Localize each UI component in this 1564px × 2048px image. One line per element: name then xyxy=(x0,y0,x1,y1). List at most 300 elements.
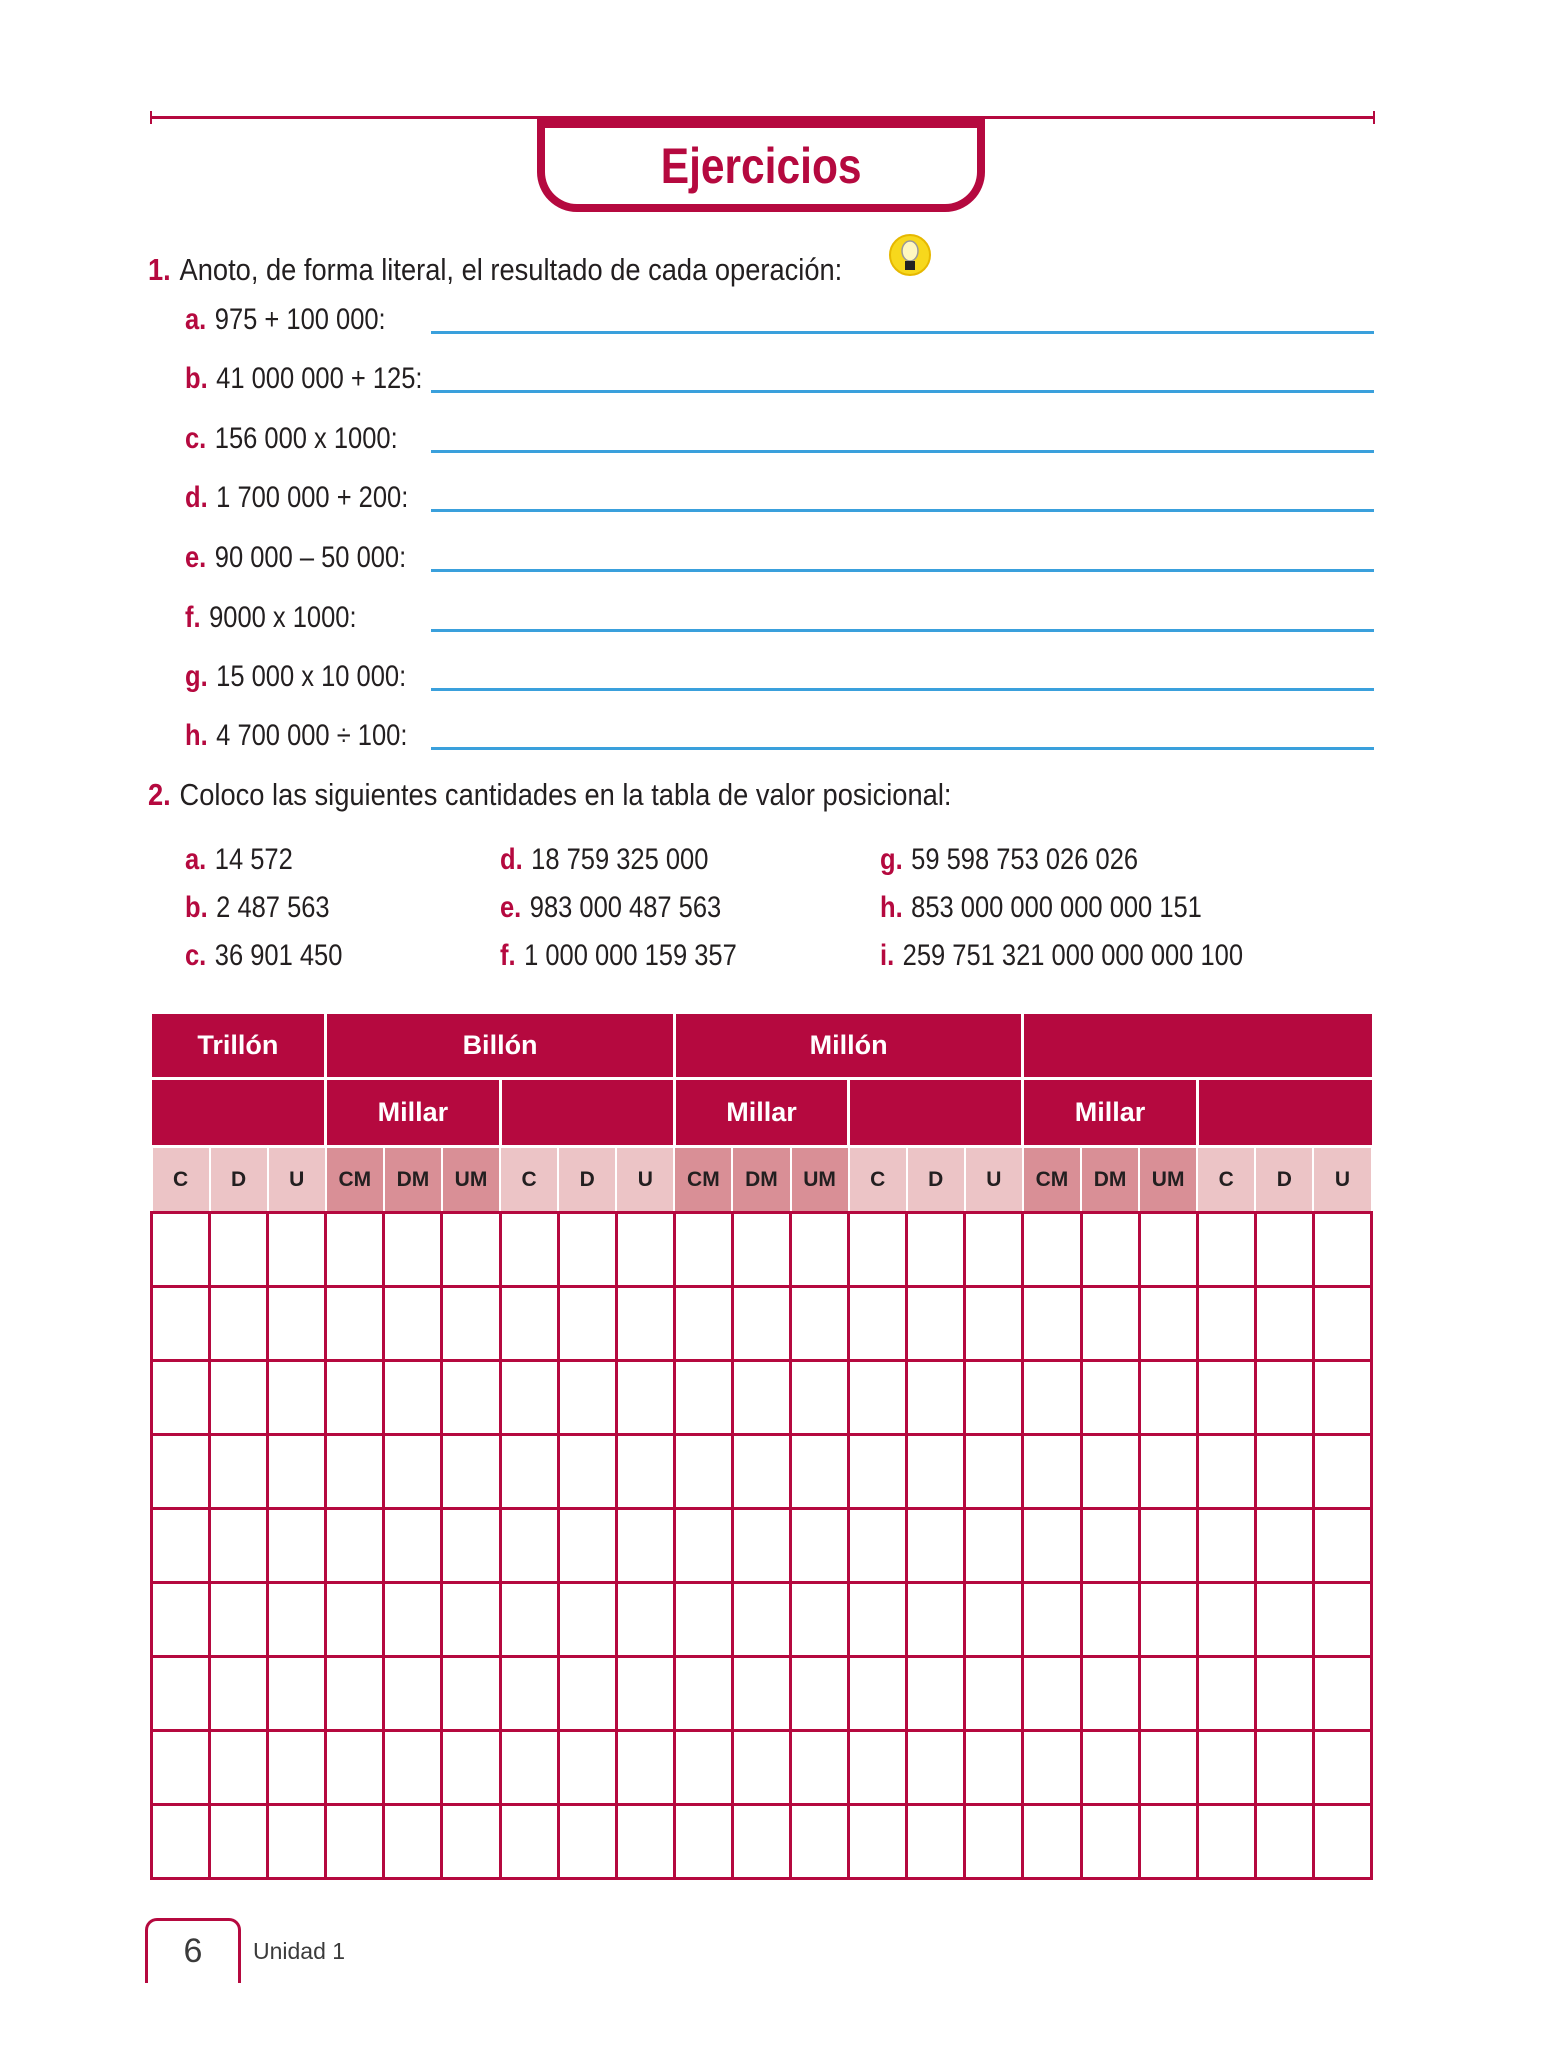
digit-cell[interactable] xyxy=(152,1435,210,1509)
operation-item xyxy=(185,601,357,635)
digit-cell[interactable] xyxy=(732,1731,790,1805)
digit-cell[interactable] xyxy=(907,1731,965,1805)
digit-cell[interactable] xyxy=(500,1805,558,1879)
operation-text: 1 700 000 + 200: xyxy=(216,481,409,514)
digit-cell[interactable] xyxy=(732,1583,790,1657)
table-row xyxy=(152,1805,1372,1879)
column-header: DM xyxy=(1081,1147,1139,1213)
digit-cell[interactable] xyxy=(442,1213,500,1287)
digit-cell[interactable] xyxy=(268,1805,326,1879)
digit-cell[interactable] xyxy=(384,1657,442,1731)
answer-line[interactable] xyxy=(431,450,1374,453)
digit-cell[interactable] xyxy=(1197,1213,1255,1287)
column-header: U xyxy=(1313,1147,1371,1213)
digit-cell[interactable] xyxy=(152,1805,210,1879)
digit-cell[interactable] xyxy=(210,1435,268,1509)
digit-cell[interactable] xyxy=(732,1287,790,1361)
digit-cell[interactable] xyxy=(326,1731,384,1805)
digit-cell[interactable] xyxy=(210,1583,268,1657)
digit-cell[interactable] xyxy=(1197,1583,1255,1657)
answer-line[interactable] xyxy=(431,629,1374,632)
digit-cell[interactable] xyxy=(210,1657,268,1731)
title-tab xyxy=(537,116,985,212)
digit-cell[interactable] xyxy=(1081,1213,1139,1287)
operation-item xyxy=(185,481,408,515)
digit-cell[interactable] xyxy=(1197,1287,1255,1361)
item-letter: i. xyxy=(880,939,895,972)
operation-item xyxy=(185,660,406,694)
column-header: U xyxy=(965,1147,1023,1213)
quantity-text: 2 487 563 xyxy=(216,891,330,924)
digit-cell[interactable] xyxy=(384,1583,442,1657)
digit-cell[interactable] xyxy=(326,1805,384,1879)
digit-cell[interactable] xyxy=(500,1509,558,1583)
digit-cell[interactable] xyxy=(326,1361,384,1435)
quantity-item xyxy=(185,843,293,877)
quantity-text: 853 000 000 000 000 151 xyxy=(911,891,1202,924)
digit-cell[interactable] xyxy=(1313,1583,1371,1657)
quantity-text: 259 751 321 000 000 000 100 xyxy=(902,939,1244,972)
digit-cell[interactable] xyxy=(907,1805,965,1879)
digit-cell[interactable] xyxy=(1313,1805,1371,1879)
digit-cell[interactable] xyxy=(674,1435,732,1509)
digit-cell[interactable] xyxy=(1313,1435,1371,1509)
digit-cell[interactable] xyxy=(616,1435,674,1509)
digit-cell[interactable] xyxy=(1023,1583,1081,1657)
column-header: C xyxy=(849,1147,907,1213)
item-letter: b. xyxy=(185,891,208,924)
digit-cell[interactable] xyxy=(500,1657,558,1731)
digit-cell[interactable] xyxy=(849,1731,907,1805)
class-header xyxy=(849,1079,1023,1147)
item-letter: f. xyxy=(185,601,201,634)
column-header: UM xyxy=(442,1147,500,1213)
answer-line[interactable] xyxy=(431,331,1374,334)
digit-cell[interactable] xyxy=(1255,1583,1313,1657)
operation-text: 90 000 – 50 000: xyxy=(214,541,407,574)
quantity-item xyxy=(880,891,1202,925)
digit-cell[interactable] xyxy=(791,1287,849,1361)
quantity-item xyxy=(500,843,708,877)
digit-cell[interactable] xyxy=(500,1213,558,1287)
class-header xyxy=(152,1079,326,1147)
table-row xyxy=(152,1287,1372,1361)
page-number: 6 xyxy=(183,1932,203,1970)
digit-cell[interactable] xyxy=(1255,1509,1313,1583)
digit-cell[interactable] xyxy=(849,1213,907,1287)
column-header: U xyxy=(616,1147,674,1213)
quantity-item xyxy=(880,843,1138,877)
item-letter: g. xyxy=(185,660,208,693)
operation-item xyxy=(185,541,406,575)
digit-cell[interactable] xyxy=(558,1361,616,1435)
digit-cell[interactable] xyxy=(732,1805,790,1879)
digit-cell[interactable] xyxy=(326,1213,384,1287)
digit-cell[interactable] xyxy=(907,1435,965,1509)
digit-cell[interactable] xyxy=(616,1657,674,1731)
table-row xyxy=(152,1435,1372,1509)
unit-label: Unidad 1 xyxy=(253,1938,346,1964)
digit-cell[interactable] xyxy=(791,1731,849,1805)
digit-cell[interactable] xyxy=(1313,1361,1371,1435)
operation-text: 4 700 000 ÷ 100: xyxy=(216,719,408,752)
digit-cell[interactable] xyxy=(152,1361,210,1435)
quantity-item xyxy=(185,891,330,925)
operation-text: 15 000 x 10 000: xyxy=(216,660,407,693)
table-row xyxy=(152,1361,1372,1435)
column-header: U xyxy=(268,1147,326,1213)
operation-item xyxy=(185,303,386,337)
digit-cell[interactable] xyxy=(674,1509,732,1583)
column-header: CM xyxy=(326,1147,384,1213)
digit-cell[interactable] xyxy=(849,1583,907,1657)
digit-cell[interactable] xyxy=(965,1287,1023,1361)
column-header: CM xyxy=(674,1147,732,1213)
quantity-item xyxy=(500,891,721,925)
digit-cell[interactable] xyxy=(442,1509,500,1583)
digit-cell[interactable] xyxy=(1081,1361,1139,1435)
column-header: UM xyxy=(1139,1147,1197,1213)
digit-cell[interactable] xyxy=(616,1583,674,1657)
digit-cell[interactable] xyxy=(674,1361,732,1435)
digit-cell[interactable] xyxy=(849,1361,907,1435)
quantity-item xyxy=(185,939,342,973)
digit-cell[interactable] xyxy=(791,1213,849,1287)
digit-cell[interactable] xyxy=(1023,1731,1081,1805)
quantity-text: 59 598 753 026 026 xyxy=(911,843,1139,876)
column-header: D xyxy=(1255,1147,1313,1213)
digit-cell[interactable] xyxy=(849,1287,907,1361)
digit-cell[interactable] xyxy=(442,1657,500,1731)
digit-cell[interactable] xyxy=(674,1213,732,1287)
digit-cell[interactable] xyxy=(1255,1287,1313,1361)
item-letter: e. xyxy=(500,891,522,924)
digit-cell[interactable] xyxy=(616,1731,674,1805)
quantity-text: 1 000 000 159 357 xyxy=(524,939,737,972)
column-header: D xyxy=(210,1147,268,1213)
answer-line[interactable] xyxy=(431,688,1374,691)
digit-cell[interactable] xyxy=(268,1731,326,1805)
exercise-number: 1. xyxy=(148,252,171,287)
digit-cell[interactable] xyxy=(268,1213,326,1287)
class-header: Millar xyxy=(326,1079,500,1147)
digit-cell[interactable] xyxy=(849,1657,907,1731)
digit-cell[interactable] xyxy=(1313,1287,1371,1361)
digit-cell[interactable] xyxy=(1313,1509,1371,1583)
digit-cell[interactable] xyxy=(965,1805,1023,1879)
digit-cell[interactable] xyxy=(791,1361,849,1435)
digit-cell[interactable] xyxy=(1023,1657,1081,1731)
digit-cell[interactable] xyxy=(326,1583,384,1657)
digit-cell[interactable] xyxy=(1139,1287,1197,1361)
digit-cell[interactable] xyxy=(1081,1287,1139,1361)
digit-cell[interactable] xyxy=(558,1287,616,1361)
item-letter: f. xyxy=(500,939,516,972)
digit-cell[interactable] xyxy=(674,1731,732,1805)
class-header xyxy=(1197,1079,1371,1147)
digit-cell[interactable] xyxy=(1081,1435,1139,1509)
digit-cell[interactable] xyxy=(1081,1657,1139,1731)
digit-cell[interactable] xyxy=(1197,1509,1255,1583)
operation-item xyxy=(185,362,422,396)
digit-cell[interactable] xyxy=(907,1583,965,1657)
operation-item xyxy=(185,422,398,456)
digit-cell[interactable] xyxy=(326,1435,384,1509)
table-row xyxy=(152,1731,1372,1805)
item-letter: c. xyxy=(185,422,207,455)
digit-cell[interactable] xyxy=(558,1509,616,1583)
digit-cell[interactable] xyxy=(849,1435,907,1509)
digit-cell[interactable] xyxy=(1255,1435,1313,1509)
digit-cell[interactable] xyxy=(210,1805,268,1879)
digit-cell[interactable] xyxy=(1255,1731,1313,1805)
digit-cell[interactable] xyxy=(1081,1805,1139,1879)
digit-cell[interactable] xyxy=(1255,1213,1313,1287)
digit-cell[interactable] xyxy=(1197,1657,1255,1731)
digit-cell[interactable] xyxy=(384,1509,442,1583)
digit-cell[interactable] xyxy=(907,1213,965,1287)
digit-cell[interactable] xyxy=(791,1435,849,1509)
digit-cell[interactable] xyxy=(616,1213,674,1287)
class-header: Millar xyxy=(674,1079,848,1147)
quantity-text: 14 572 xyxy=(214,843,293,876)
digit-cell[interactable] xyxy=(558,1213,616,1287)
digit-cell[interactable] xyxy=(384,1805,442,1879)
digit-cell[interactable] xyxy=(1081,1509,1139,1583)
digit-cell[interactable] xyxy=(152,1213,210,1287)
digit-cell[interactable] xyxy=(326,1657,384,1731)
digit-cell[interactable] xyxy=(849,1509,907,1583)
digit-cell[interactable] xyxy=(152,1509,210,1583)
digit-cell[interactable] xyxy=(268,1657,326,1731)
answer-line[interactable] xyxy=(431,390,1374,393)
column-header: D xyxy=(907,1147,965,1213)
digit-cell[interactable] xyxy=(907,1509,965,1583)
digit-cell[interactable] xyxy=(907,1361,965,1435)
digit-cell[interactable] xyxy=(1139,1213,1197,1287)
column-header: C xyxy=(1197,1147,1255,1213)
answer-line[interactable] xyxy=(431,747,1374,750)
digit-cell[interactable] xyxy=(558,1435,616,1509)
digit-cell[interactable] xyxy=(791,1805,849,1879)
digit-cell[interactable] xyxy=(500,1583,558,1657)
digit-cell[interactable] xyxy=(1081,1731,1139,1805)
table-row xyxy=(152,1509,1372,1583)
digit-cell[interactable] xyxy=(500,1287,558,1361)
digit-cell[interactable] xyxy=(558,1805,616,1879)
digit-cell[interactable] xyxy=(268,1583,326,1657)
digit-cell[interactable] xyxy=(558,1583,616,1657)
digit-cell[interactable] xyxy=(1139,1657,1197,1731)
digit-cell[interactable] xyxy=(268,1287,326,1361)
digit-cell[interactable] xyxy=(500,1731,558,1805)
digit-cell[interactable] xyxy=(674,1287,732,1361)
digit-cell[interactable] xyxy=(965,1583,1023,1657)
period-header: Trillón xyxy=(152,1014,326,1079)
digit-cell[interactable] xyxy=(152,1583,210,1657)
operation-item xyxy=(185,719,407,753)
digit-cell[interactable] xyxy=(210,1361,268,1435)
item-letter: d. xyxy=(185,481,208,514)
period-header xyxy=(1023,1014,1372,1079)
quantity-item xyxy=(500,939,737,973)
digit-cell[interactable] xyxy=(1139,1583,1197,1657)
digit-cell[interactable] xyxy=(326,1509,384,1583)
digit-cell[interactable] xyxy=(326,1287,384,1361)
digit-cell[interactable] xyxy=(152,1731,210,1805)
digit-cell[interactable] xyxy=(674,1657,732,1731)
period-header: Millón xyxy=(674,1014,1023,1079)
digit-cell[interactable] xyxy=(1197,1731,1255,1805)
item-letter: g. xyxy=(880,843,903,876)
digit-cell[interactable] xyxy=(152,1657,210,1731)
digit-cell[interactable] xyxy=(1255,1361,1313,1435)
digit-cell[interactable] xyxy=(558,1657,616,1731)
lightbulb-icon xyxy=(888,234,932,280)
digit-cell[interactable] xyxy=(965,1731,1023,1805)
exercise-number: 2. xyxy=(148,777,171,812)
item-letter: d. xyxy=(500,843,523,876)
period-header: Billón xyxy=(326,1014,675,1079)
digit-cell[interactable] xyxy=(791,1583,849,1657)
digit-cell[interactable] xyxy=(210,1213,268,1287)
quantity-text: 36 901 450 xyxy=(214,939,343,972)
digit-cell[interactable] xyxy=(500,1435,558,1509)
digit-cell[interactable] xyxy=(210,1509,268,1583)
digit-cell[interactable] xyxy=(210,1731,268,1805)
digit-cell[interactable] xyxy=(1139,1731,1197,1805)
digit-cell[interactable] xyxy=(1139,1509,1197,1583)
digit-cell[interactable] xyxy=(1023,1805,1081,1879)
digit-cell[interactable] xyxy=(965,1509,1023,1583)
digit-cell[interactable] xyxy=(1255,1805,1313,1879)
digit-cell[interactable] xyxy=(442,1361,500,1435)
column-header: UM xyxy=(791,1147,849,1213)
digit-cell[interactable] xyxy=(1023,1213,1081,1287)
digit-cell[interactable] xyxy=(1197,1805,1255,1879)
class-header xyxy=(500,1079,674,1147)
column-header: CM xyxy=(1023,1147,1081,1213)
digit-cell[interactable] xyxy=(1023,1287,1081,1361)
quantity-text: 983 000 487 563 xyxy=(529,891,722,924)
digit-cell[interactable] xyxy=(384,1361,442,1435)
digit-cell[interactable] xyxy=(732,1657,790,1731)
digit-cell[interactable] xyxy=(732,1509,790,1583)
digit-cell[interactable] xyxy=(849,1805,907,1879)
item-letter: h. xyxy=(880,891,903,924)
item-letter: h. xyxy=(185,719,208,752)
digit-cell[interactable] xyxy=(1023,1361,1081,1435)
digit-cell[interactable] xyxy=(268,1509,326,1583)
table-row xyxy=(152,1213,1372,1287)
digit-cell[interactable] xyxy=(442,1805,500,1879)
column-header: DM xyxy=(732,1147,790,1213)
digit-cell[interactable] xyxy=(1197,1435,1255,1509)
digit-cell[interactable] xyxy=(268,1361,326,1435)
answer-line[interactable] xyxy=(431,509,1374,512)
column-header: C xyxy=(500,1147,558,1213)
digit-cell[interactable] xyxy=(1255,1657,1313,1731)
digit-cell[interactable] xyxy=(732,1361,790,1435)
column-header: DM xyxy=(384,1147,442,1213)
digit-cell[interactable] xyxy=(384,1287,442,1361)
digit-cell[interactable] xyxy=(1313,1657,1371,1731)
digit-cell[interactable] xyxy=(965,1657,1023,1731)
digit-cell[interactable] xyxy=(907,1657,965,1731)
item-letter: c. xyxy=(185,939,207,972)
digit-cell[interactable] xyxy=(442,1583,500,1657)
answer-line[interactable] xyxy=(431,569,1374,572)
digit-cell[interactable] xyxy=(1081,1583,1139,1657)
digit-cell[interactable] xyxy=(442,1435,500,1509)
digit-cell[interactable] xyxy=(558,1731,616,1805)
operation-text: 9000 x 1000: xyxy=(209,601,357,634)
digit-cell[interactable] xyxy=(1139,1361,1197,1435)
column-header: C xyxy=(152,1147,210,1213)
digit-cell[interactable] xyxy=(1139,1435,1197,1509)
digit-cell[interactable] xyxy=(384,1731,442,1805)
item-letter: a. xyxy=(185,843,207,876)
digit-cell[interactable] xyxy=(210,1287,268,1361)
class-header: Millar xyxy=(1023,1079,1197,1147)
digit-cell[interactable] xyxy=(965,1213,1023,1287)
operation-text: 156 000 x 1000: xyxy=(214,422,398,455)
page-title: Ejercicios xyxy=(660,138,862,194)
digit-cell[interactable] xyxy=(268,1435,326,1509)
digit-cell[interactable] xyxy=(616,1361,674,1435)
digit-cell[interactable] xyxy=(500,1361,558,1435)
page-number-box xyxy=(145,1918,241,1983)
digit-cell[interactable] xyxy=(674,1583,732,1657)
column-header: D xyxy=(558,1147,616,1213)
digit-cell[interactable] xyxy=(1197,1361,1255,1435)
digit-cell[interactable] xyxy=(616,1805,674,1879)
digit-cell[interactable] xyxy=(1023,1509,1081,1583)
digit-cell[interactable] xyxy=(442,1287,500,1361)
table-row xyxy=(152,1657,1372,1731)
digit-cell[interactable] xyxy=(732,1435,790,1509)
table-row xyxy=(152,1583,1372,1657)
digit-cell[interactable] xyxy=(1313,1731,1371,1805)
exercise-1-prompt xyxy=(148,252,842,288)
digit-cell[interactable] xyxy=(965,1361,1023,1435)
digit-cell[interactable] xyxy=(907,1287,965,1361)
digit-cell[interactable] xyxy=(384,1435,442,1509)
place-value-table xyxy=(150,1014,1373,1880)
prompt-text: Anoto, de forma literal, el resultado de cada operación: xyxy=(179,252,843,287)
item-letter: a. xyxy=(185,303,207,336)
prompt-text: Coloco las siguientes cantidades en la tabla de valor posicional: xyxy=(179,777,952,812)
digit-cell[interactable] xyxy=(791,1657,849,1731)
digit-cell[interactable] xyxy=(442,1731,500,1805)
digit-cell[interactable] xyxy=(1023,1435,1081,1509)
digit-cell[interactable] xyxy=(152,1287,210,1361)
digit-cell[interactable] xyxy=(1139,1805,1197,1879)
digit-cell[interactable] xyxy=(965,1435,1023,1509)
item-letter: b. xyxy=(185,362,208,395)
item-letter: e. xyxy=(185,541,207,574)
operation-text: 975 + 100 000: xyxy=(214,303,386,336)
quantity-text: 18 759 325 000 xyxy=(531,843,709,876)
digit-cell[interactable] xyxy=(674,1805,732,1879)
digit-cell[interactable] xyxy=(732,1213,790,1287)
quantity-item xyxy=(880,939,1243,973)
digit-cell[interactable] xyxy=(384,1213,442,1287)
digit-cell[interactable] xyxy=(616,1509,674,1583)
digit-cell[interactable] xyxy=(616,1287,674,1361)
digit-cell[interactable] xyxy=(791,1509,849,1583)
digit-cell[interactable] xyxy=(1313,1213,1371,1287)
